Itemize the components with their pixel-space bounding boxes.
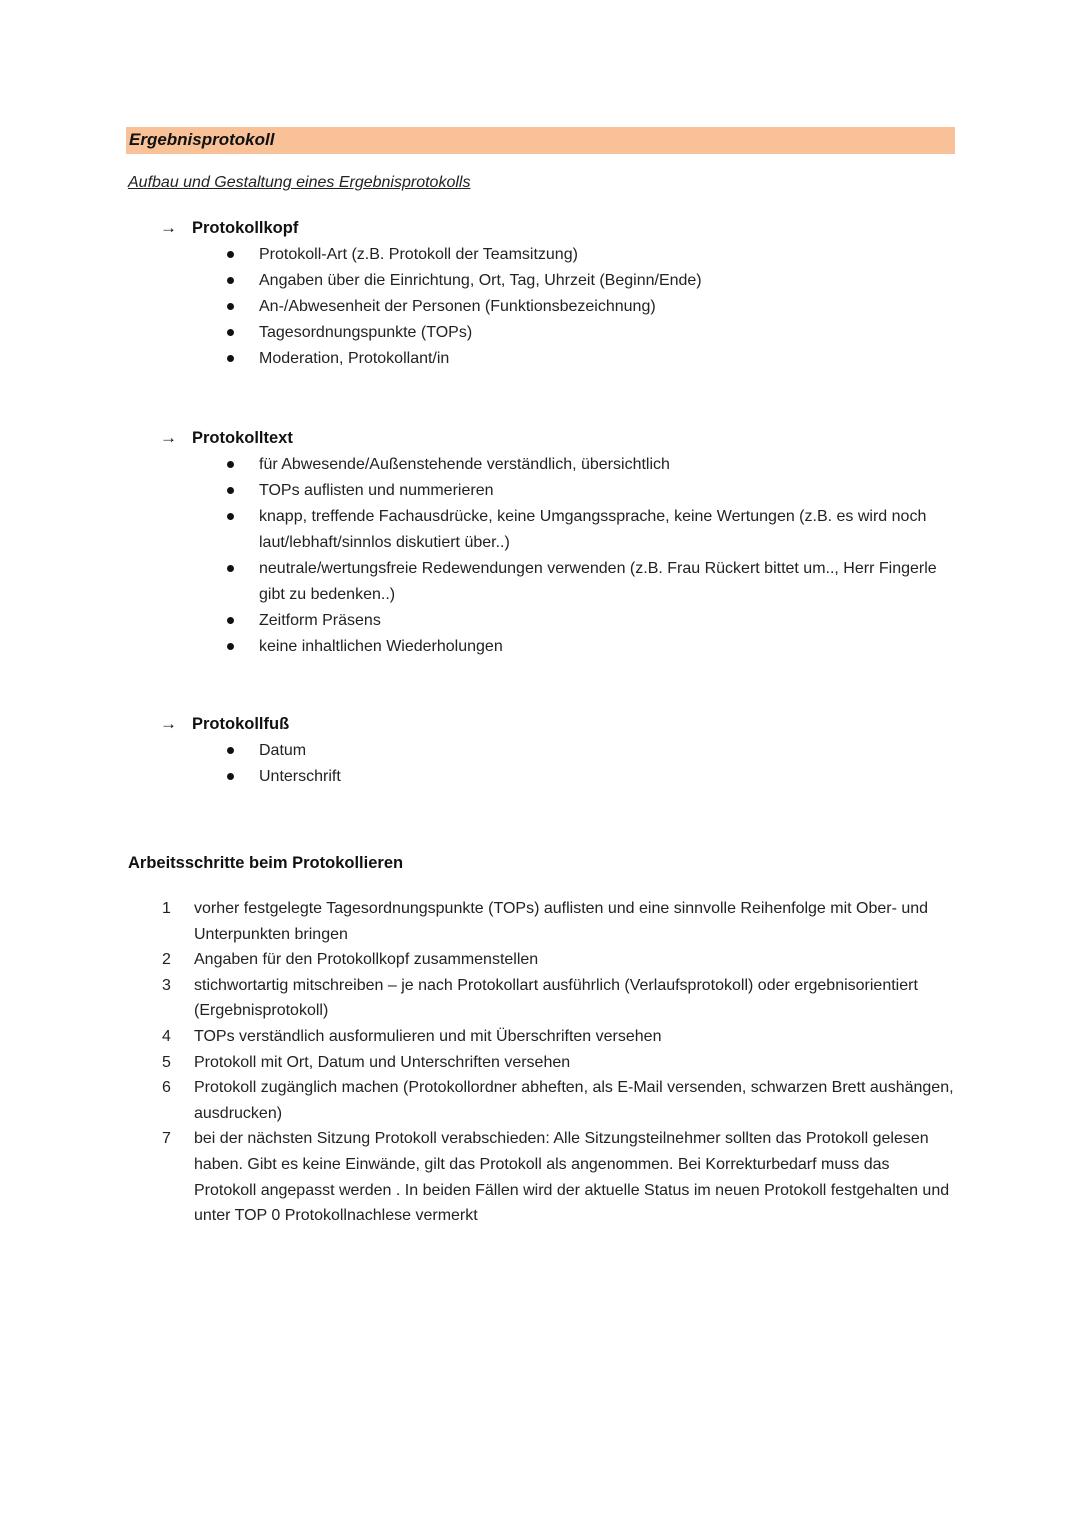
bullet-icon: [227, 355, 234, 362]
step-number: 1: [162, 900, 171, 917]
bullet-icon: [227, 565, 234, 572]
section-label: Protokollfuß: [192, 715, 290, 733]
bullet-icon: [227, 513, 234, 520]
page-title: Ergebnisprotokoll: [129, 130, 275, 149]
subtitle: Aufbau und Gestaltung eines Ergebnisprotokolls: [128, 174, 471, 191]
step-number: 5: [162, 1053, 171, 1071]
step-number: 3: [162, 976, 171, 994]
list-item-text: knapp, treffende Fachausdrücke, keine Umgangssprache, keine Wertungen (z.B. es wird noch laut/lebhaft/sinnlos diskutiert über..): [259, 508, 927, 551]
step-item: [160, 896, 955, 947]
list-item: [226, 320, 956, 346]
step-number: 4: [162, 1027, 171, 1045]
list-item-text: Moderation, Protokollant/in: [259, 350, 450, 367]
step-item: [160, 947, 955, 973]
list-item: [226, 504, 956, 556]
bullet-list-protokollfuss: [226, 738, 956, 790]
list-item: [226, 294, 956, 320]
list-item-text: Angaben über die Einrichtung, Ort, Tag, Uhrzeit (Beginn/Ende): [259, 272, 702, 289]
step-text: bei der nächsten Sitzung Protokoll verabschieden: Alle Sitzungsteilnehmer sollten das Protokoll gelesen haben. Gibt es keine Einwände, gilt das Protokoll als angenommen. Bei Korrekturbedarf muss das Protokoll angepasst werden . In beiden Fällen wird der aktuelle Status im neuen Protokoll festgehalten und unter TOP 0 Protokollnachlese vermerkt: [194, 1130, 950, 1225]
step-item: [160, 1075, 955, 1126]
section-heading-protokolltext: [160, 428, 293, 448]
step-text: Protokoll mit Ort, Datum und Unterschriften versehen: [194, 1053, 571, 1071]
list-item-text: Unterschrift: [259, 768, 341, 785]
section-heading-protokollfuss: [160, 714, 289, 734]
arrow-right-icon: →: [160, 428, 177, 447]
step-item: [160, 1126, 955, 1228]
list-item-text: neutrale/wertungsfreie Redewendungen verwenden (z.B. Frau Rückert bittet um.., Herr Fingerle gibt zu bedenken..): [259, 560, 937, 603]
list-item-text: Zeitform Präsens: [259, 612, 381, 629]
step-number: 6: [162, 1079, 171, 1097]
bullet-icon: [227, 747, 234, 754]
step-text: Protokoll zugänglich machen (Protokollordner abheften, als E-Mail versenden, schwarzen Brett aushängen, ausdrucken): [194, 1079, 954, 1122]
step-item: [160, 973, 955, 1024]
step-text: vorher festgelegte Tagesordnungspunkte (TOPs) auflisten und eine sinnvolle Reihenfolge mit Ober- und Unterpunkten bringen: [194, 900, 929, 943]
list-item: [226, 738, 956, 764]
step-text: TOPs verständlich ausformulieren und mit Überschriften versehen: [194, 1027, 662, 1045]
list-item: [226, 268, 956, 294]
list-item: [226, 346, 956, 372]
section-label: Protokollkopf: [192, 219, 299, 237]
bullet-icon: [227, 643, 234, 650]
bullet-icon: [227, 329, 234, 336]
bullet-icon: [227, 277, 234, 284]
bullet-list-protokolltext: [226, 452, 956, 660]
step-item: [160, 1024, 955, 1050]
list-item-text: Protokoll-Art (z.B. Protokoll der Teamsitzung): [259, 246, 578, 263]
steps-heading: Arbeitsschritte beim Protokollieren: [128, 854, 404, 872]
list-item-text: Datum: [259, 742, 307, 759]
numbered-steps-list: [160, 896, 955, 1229]
list-item: [226, 608, 956, 634]
list-item-text: keine inhaltlichen Wiederholungen: [259, 638, 503, 655]
bullet-icon: [227, 303, 234, 310]
bullet-icon: [227, 617, 234, 624]
title-highlight-bar: [126, 127, 955, 154]
bullet-list-protokollkopf: [226, 242, 956, 372]
list-item-text: An-/Abwesenheit der Personen (Funktionsbezeichnung): [259, 298, 656, 315]
section-label: Protokolltext: [192, 429, 293, 447]
list-item: [226, 634, 956, 660]
bullet-icon: [227, 487, 234, 494]
step-text: stichwortartig mitschreiben – je nach Protokollart ausführlich (Verlaufsprotokoll) oder ergebnisorientiert (Ergebnisprotokoll): [194, 976, 918, 1020]
list-item: [226, 478, 956, 504]
list-item: [226, 452, 956, 478]
bullet-icon: [227, 251, 234, 258]
arrow-right-icon: →: [160, 218, 177, 237]
bullet-icon: [227, 773, 234, 780]
step-number: 2: [162, 951, 171, 969]
step-text: Angaben für den Protokollkopf zusammenstellen: [194, 951, 539, 969]
step-item: [160, 1050, 955, 1076]
list-item: [226, 242, 956, 268]
section-heading-protokollkopf: [160, 218, 298, 238]
list-item: [226, 764, 956, 790]
bullet-icon: [227, 461, 234, 468]
step-number: 7: [162, 1130, 171, 1148]
list-item-text: Tagesordnungspunkte (TOPs): [259, 324, 473, 341]
list-item-text: TOPs auflisten und nummerieren: [259, 482, 494, 499]
list-item: [226, 556, 956, 608]
arrow-right-icon: →: [160, 714, 177, 733]
list-item-text: für Abwesende/Außenstehende verständlich, übersichtlich: [259, 456, 670, 473]
